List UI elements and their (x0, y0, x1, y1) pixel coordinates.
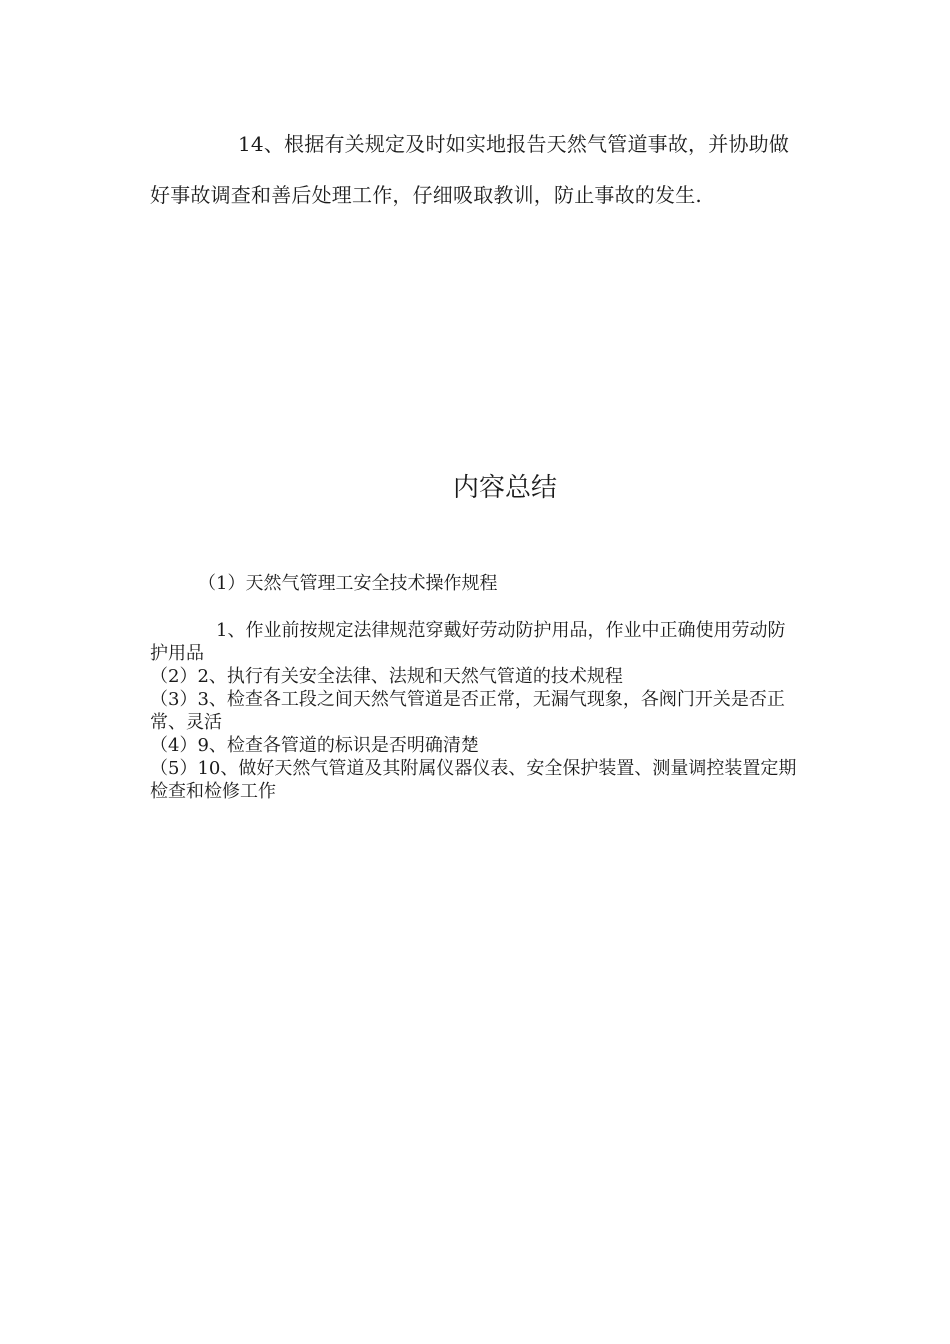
summary-title: 内容总结 (452, 473, 557, 503)
summary-item-4: （4）9、检查各管道的标识是否明确清楚 (150, 735, 479, 756)
summary-heading: （1）天然气管理工安全技术操作规程 (198, 573, 498, 594)
summary-item-2: （2）2、执行有关安全法律、法规和天然气管道的技术规程 (150, 666, 623, 687)
summary-list (150, 619, 800, 803)
paragraph-14: 14、根据有关规定及时如实地报告天然气管道事故，并协助做好事故调查和善后处理工作，仔细吸取教训，防止事故的发生. (150, 132, 790, 207)
summary-item-1: 1、作业前按规定法律规范穿戴好劳动防护用品，作业中正确使用劳动防护用品 (150, 620, 786, 664)
summary-item-3: （3）3、检查各工段之间天然气管道是否正常，无漏气现象，各阀门开关是否正常、灵活 (150, 689, 785, 733)
summary-item-5: （5）10、做好天然气管道及其附属仪器仪表、安全保护装置、测量调控装置定期检查和检修工作 (150, 758, 797, 802)
